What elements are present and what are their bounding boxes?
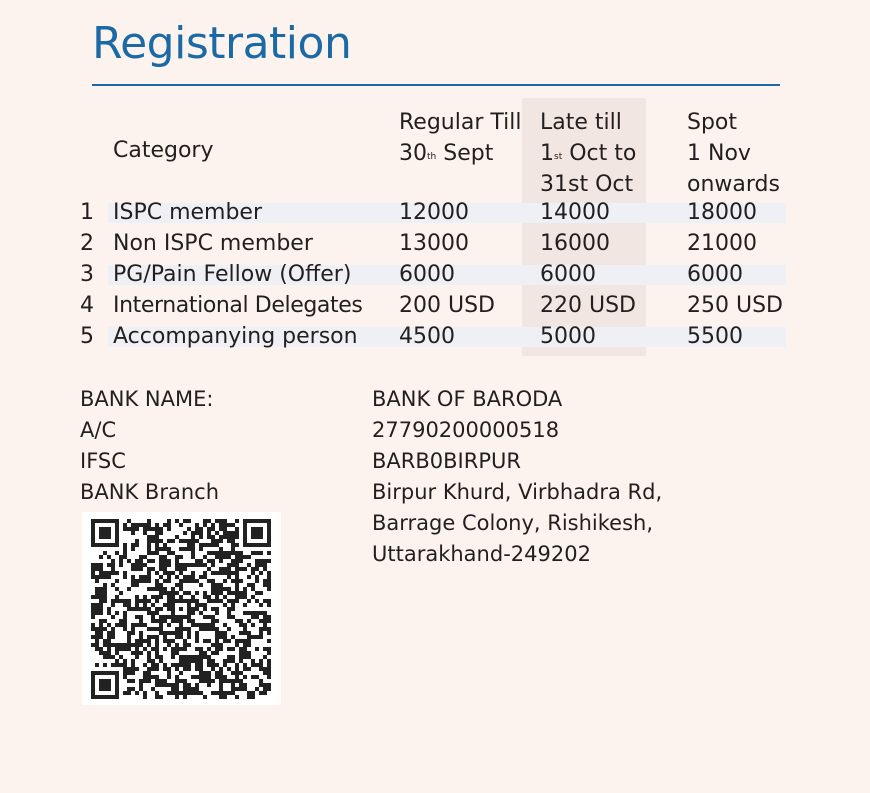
row-regular-fee: 12000 (399, 200, 469, 225)
ifsc-value: BARB0BIRPUR (372, 449, 521, 473)
qr-code-graphic (82, 512, 281, 705)
account-number-value: 27790200000518 (372, 418, 560, 442)
row-category: ISPC member (113, 200, 263, 225)
row-number: 2 (80, 231, 94, 256)
branch-address-line: Barrage Colony, Rishikesh, (372, 511, 654, 535)
row-late-fee: 16000 (540, 231, 610, 256)
header-spot: Spot 1 Nov onwards (687, 110, 780, 197)
row-category: Accompanying person (113, 324, 358, 349)
bank-name-value: BANK OF BARODA (372, 387, 563, 411)
row-number: 4 (80, 293, 94, 318)
row-number: 5 (80, 324, 94, 349)
row-spot-fee: 18000 (687, 200, 757, 225)
row-regular-fee: 6000 (399, 262, 455, 287)
header-category: Category (113, 138, 214, 163)
qr-code-icon (82, 512, 281, 705)
account-label: A/C (80, 418, 117, 442)
row-late-fee: 6000 (540, 262, 596, 287)
ifsc-label: IFSC (80, 449, 126, 473)
row-regular-fee: 4500 (399, 324, 455, 349)
branch-label: BANK Branch (80, 480, 220, 504)
page-title: Registration (92, 18, 352, 69)
row-spot-fee: 5500 (687, 324, 743, 349)
row-spot-fee: 6000 (687, 262, 743, 287)
header-regular: Regular Till 30th Sept (399, 110, 522, 166)
branch-address-line: Birpur Khurd, Virbhadra Rd, (372, 480, 663, 504)
bank-name-label: BANK NAME: (80, 387, 214, 411)
row-category: PG/Pain Fellow (Offer) (113, 262, 352, 287)
row-category: International Delegates (113, 293, 363, 318)
row-regular-fee: 13000 (399, 231, 469, 256)
branch-address-line: Uttarakhand-249202 (372, 542, 591, 566)
row-regular-fee: 200 USD (399, 293, 495, 318)
row-spot-fee: 21000 (687, 231, 757, 256)
row-late-fee: 220 USD (540, 293, 636, 318)
title-divider (92, 84, 780, 86)
header-late: Late till 1st Oct to 31st Oct (540, 110, 637, 197)
row-number: 1 (80, 200, 94, 225)
row-category: Non ISPC member (113, 231, 313, 256)
row-late-fee: 14000 (540, 200, 610, 225)
row-spot-fee: 250 USD (687, 293, 783, 318)
row-number: 3 (80, 262, 94, 287)
row-late-fee: 5000 (540, 324, 596, 349)
